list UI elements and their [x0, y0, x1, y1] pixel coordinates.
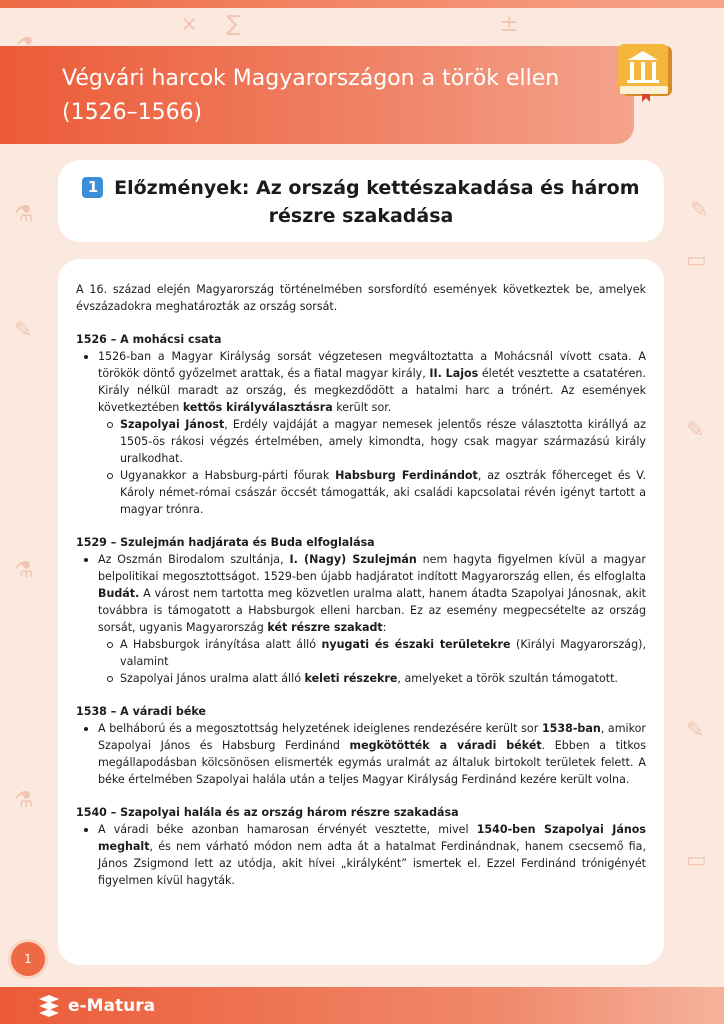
logo-icon: [36, 995, 62, 1017]
page-title: Végvári harcok Magyarországon a török ellen (1526–1566): [62, 66, 560, 125]
doodle-icon: ⚗: [14, 558, 34, 583]
bullet-list: [76, 821, 646, 889]
doodle-icon: ∑: [226, 12, 241, 37]
brand-logo[interactable]: [36, 994, 155, 1018]
section-number-badge: 1: [82, 177, 103, 198]
doodle-icon: ×: [180, 12, 199, 37]
subsection-title: 1538 – A váradi béke: [76, 705, 206, 718]
title-banner: [0, 46, 634, 144]
doodle-icon: ▭: [686, 248, 707, 273]
sub-bullet-list: [98, 636, 646, 687]
doodle-icon: ✎: [14, 318, 33, 343]
subsection-title: 1526 – A mohácsi csata: [76, 333, 222, 346]
list-item: A váradi béke azonban hamarosan érvényét vesztette, mivel 1540-ben Szapolyai János meghalt, és nem várható módon nem adta át a hatalmat Ferdinándnak, hanem csecsemő fia, János Zsigmond lett az utódja, akit hívei „királyként” ismertek el. Ezzel Ferdinánd trónigényét figyelmen kívül hagyták.: [98, 823, 646, 887]
logo-text: e-Matura: [68, 996, 156, 1016]
page-number: 1: [11, 942, 45, 976]
doodle-icon: ⚗: [14, 202, 34, 227]
section-title: Előzmények: Az ország kettészakadása és három részre szakadása: [114, 177, 640, 227]
list-item: Ugyanakkor a Habsburg-párti főurak Habsburg Ferdinándot, az osztrák főherceget és V. Károly német-római császár öccsét támogatták, aki családi kapcsolatai révén igényt tartott a magyar trónra.: [120, 469, 646, 516]
doodle-icon: ±: [500, 12, 519, 37]
doodle-icon: ✎: [686, 418, 705, 443]
doodle-icon: ⚗: [14, 788, 34, 813]
list-item: Az Oszmán Birodalom szultánja, I. (Nagy) Szulejmán nem hagyta figyelmen kívül a magyar belpolitikai megosztottságot. 1529-ben újabb hadjáratot indított Magyarország ellen, és elfoglalta Budát. A várost nem tartotta meg közvetlen uralma alatt, hanem átadta Szapolyai Jánosnak, akit továbbra is támogatott a Habsburgok elleni harcban. Ez az esemény megpecsételte az ország sorsát, ugyanis Magyarország két részre szakadt: A Habsburgok irányítása alatt álló nyugati és északi területekre (Királyi Magyarország), valamint Szapolyai János uralma alatt álló keleti részekre, amelyeket a török szultán támogatott.: [98, 553, 646, 685]
bullet-list: [76, 348, 646, 518]
doodle-icon: ▭: [686, 848, 707, 873]
content-card: [58, 259, 664, 965]
subsection-title: 1540 – Szapolyai halála és az ország három részre szakadása: [76, 806, 459, 819]
top-accent-strip: [0, 0, 724, 8]
doodle-icon: ✎: [690, 198, 709, 223]
doodle-icon: ✎: [686, 718, 705, 743]
intro-paragraph: A 16. század elején Magyarország történelmében sorsfordító események következtek be, amelyek évszázadokra meghatározták az ország sorsát.: [76, 283, 646, 313]
section-heading-card: [58, 160, 664, 242]
list-item: Szapolyai János uralma alatt álló keleti részekre, amelyeket a török szultán támogatott.: [120, 670, 646, 687]
subsection-title: 1529 – Szulejmán hadjárata és Buda elfoglalása: [76, 536, 375, 549]
footer-bar: [0, 987, 724, 1024]
book-columns-icon: [612, 40, 680, 102]
list-item: A belháború és a megosztottság helyzetének ideiglenes rendezésére került sor 1538-ban, amikor Szapolyai János és Habsburg Ferdinánd megkötötték a váradi békét. Ebben a titkos megállapodásban kölcsönösen elismerték egymás uralmát az általuk birtokolt területek felett. A béke értelmében Szapolyai halála után a teljes Magyar Királyság Ferdinánd kezére került volna.: [98, 722, 646, 786]
list-item: A Habsburgok irányítása alatt álló nyugati és északi területekre (Királyi Magyarország), valamint: [120, 638, 646, 668]
section-heading: [58, 174, 664, 230]
bullet-list: [76, 720, 646, 788]
sub-bullet-list: [98, 416, 646, 518]
list-item: 1526-ban a Magyar Királyság sorsát végzetesen megváltoztatta a Mohácsnál vívott csata. A törökök döntő győzelmet arattak, és a fiatal magyar király, II. Lajos életét vesztette a csatatéren. Király nélkül maradt az ország, és megkezdődött a hatalmi harc a trónért. Az események következtében kettős királyválasztásra került sor. Szapolyai Jánost, Erdély vajdáját a magyar nemesek jelentős része választotta királlyá az 1505-ös rákosi végzés értelmében, amely kimondta, hogy csak magyar származású király uralkodhat. Ugyanakkor a Habsburg-párti főurak Habsburg Ferdinándot, az osztrák főherceget és V. Károly német-római császár öccsét támogatták, aki családi kapcsolatai révén igényt tartott a magyar trónra.: [98, 350, 646, 516]
bullet-list: [76, 551, 646, 687]
list-item: Szapolyai Jánost, Erdély vajdáját a magyar nemesek jelentős része választotta királlyá az 1505-ös rákosi végzés értelmében, amely kimondta, hogy csak magyar származású király uralkodhat.: [120, 418, 646, 465]
